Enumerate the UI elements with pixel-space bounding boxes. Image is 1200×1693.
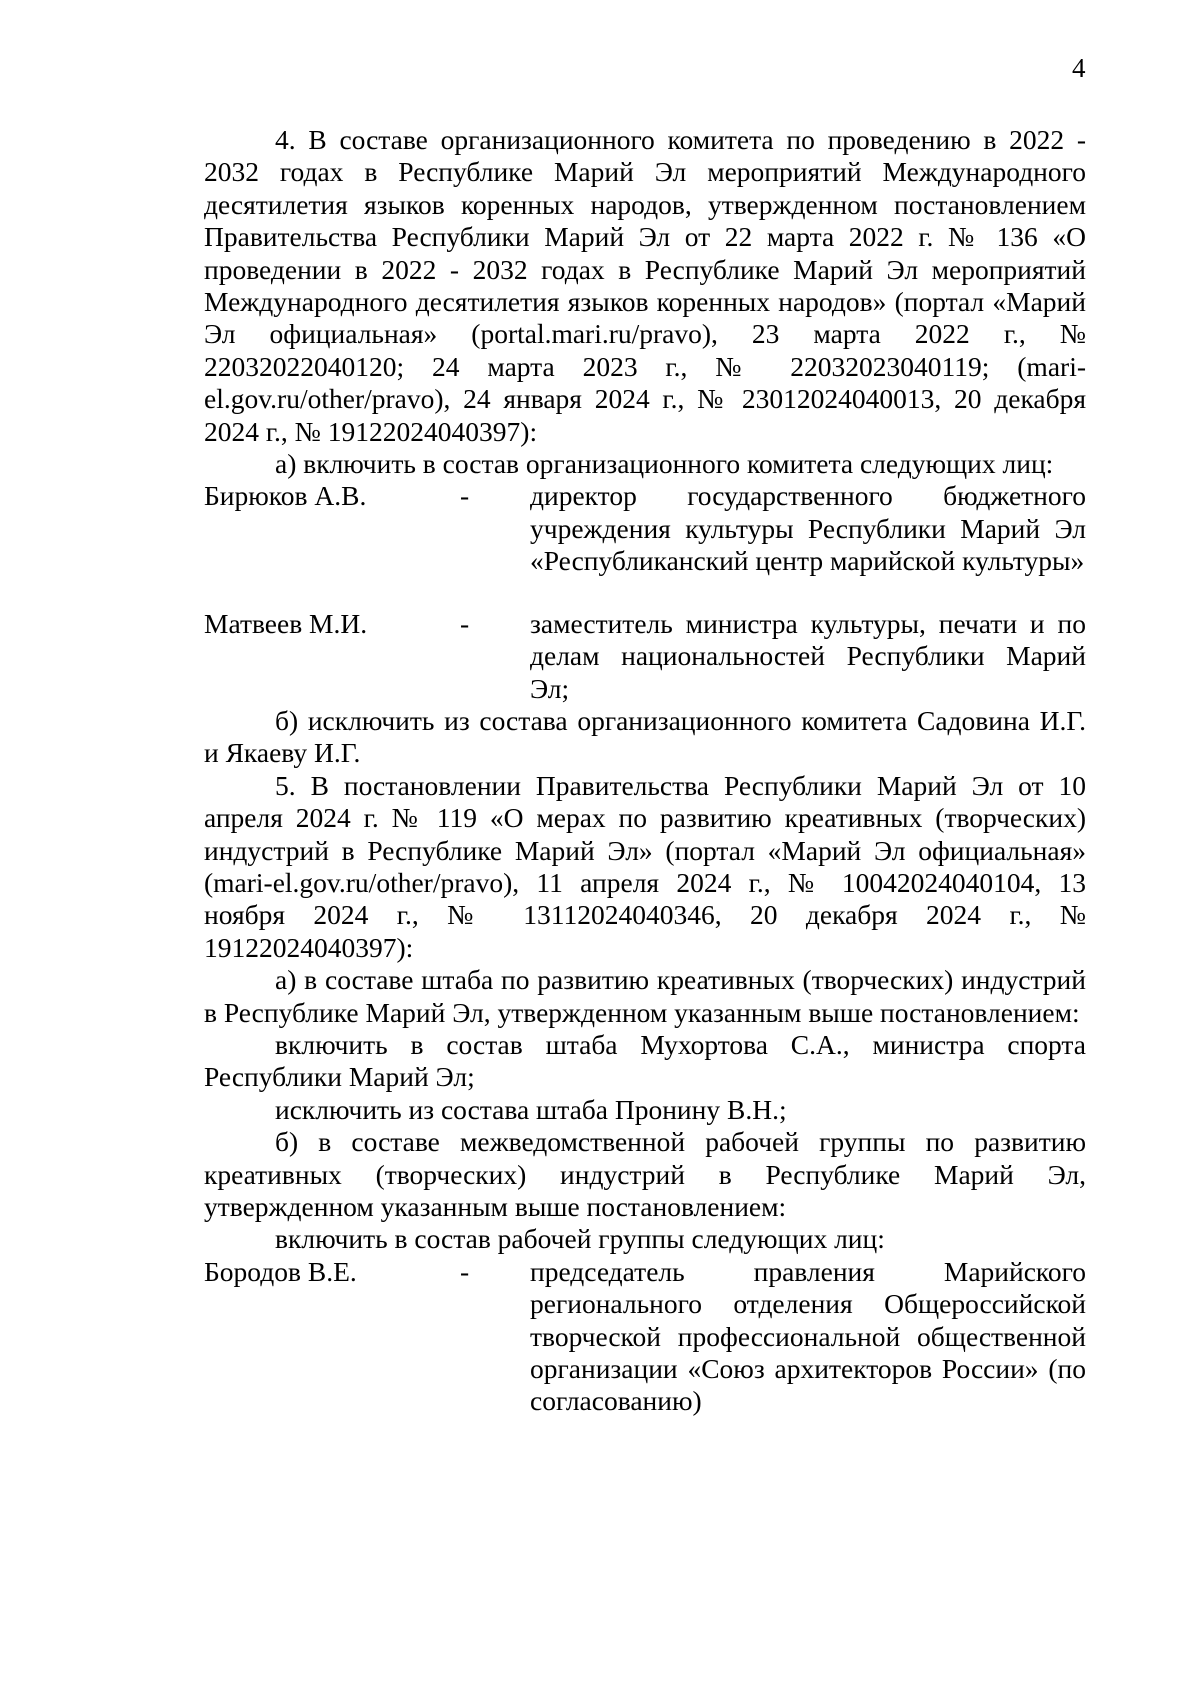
paragraph-item-5: 5. В постановлении Правительства Республики Марий Эл от 10 апреля 2024 г. № 119 «О мерах по развитию креативных (творческих) индустрий в Республике Марий Эл» (портал «Марий Эл официальная» (mari-el.gov.ru/other/pravo), 11 апреля 2024 г., № 10042024040104, 13 ноября 2024 г., № 13112024040346, 20 декабря 2024 г., № 19122024040397): — [204, 769, 1086, 963]
member-dash: - — [460, 480, 470, 512]
member-position: заместитель министра культуры, печати и по делам национальностей Республики Марий Эл; — [530, 607, 1086, 704]
subparagraph-5a: а) в составе штаба по развитию креативных (творческих) индустрий в Республике Марий Эл, утвержденном указанным выше постановлением: — [204, 964, 1086, 1028]
clause-include-mukhortov: включить в состав штаба Мухортова С.А., министра спорта Республики Марий Эл; — [204, 1028, 1086, 1093]
member-name: Матвеев М.И. — [204, 607, 368, 639]
subparagraph-4a: а) включить в состав организационного комитета следующих лиц: — [275, 448, 1054, 480]
member-dash: - — [460, 607, 470, 639]
subparagraph-5b: б) в составе межведомственной рабочей группы по развитию креативных (творческих) индустрий в Республике Марий Эл, утвержденном указанным выше постановлением: — [204, 1126, 1086, 1222]
member-dash: - — [460, 1255, 470, 1287]
document-body — [204, 124, 1086, 1418]
clause-include-working-group: включить в состав рабочей группы следующих лиц: — [275, 1223, 885, 1255]
subparagraph-4b: б) исключить из состава организационного комитета Садовина И.Г. и Якаеву И.Г. — [204, 704, 1086, 769]
paragraph-item-4: 4. В составе организационного комитета по проведению в 2022 - 2032 годах в Республике Марий Эл мероприятий Международного десятилетия языков коренных народов, утвержденном постановлением Правительства Республики Марий Эл от 22 марта 2022 г. № 136 «О проведении в 2022 - 2032 годах в Республике Марий Эл мероприятий Международного десятилетия языков коренных народов» (портал «Марий Эл официальная» (portal.mari.ru/pravo), 23 марта 2022 г., № 22032022040120; 24 марта 2023 г., № 22032023040119; (mari-el.gov.ru/other/pravo), 24 января 2024 г., № 23012024040013, 20 декабря 2024 г., № 19122024040397): — [204, 124, 1086, 447]
member-row-matveev — [204, 608, 1086, 705]
page-number: 4 — [1072, 53, 1086, 83]
clause-exclude-pronina: исключить из состава штаба Пронину В.Н.; — [275, 1093, 787, 1125]
member-position: председатель правления Марийского регионального отделения Общероссийской творческой профессиональной общественной организации «Союз архитекторов России» (по согласованию) — [530, 1255, 1086, 1417]
member-position: директор государственного бюджетного учреждения культуры Республики Марий Эл «Республиканский центр марийской культуры» — [530, 480, 1086, 577]
member-name: Бородов В.Е. — [204, 1255, 357, 1287]
member-row-biryukov — [204, 480, 1086, 577]
member-name: Бирюков А.В. — [204, 480, 367, 512]
member-row-borodov — [204, 1256, 1086, 1418]
